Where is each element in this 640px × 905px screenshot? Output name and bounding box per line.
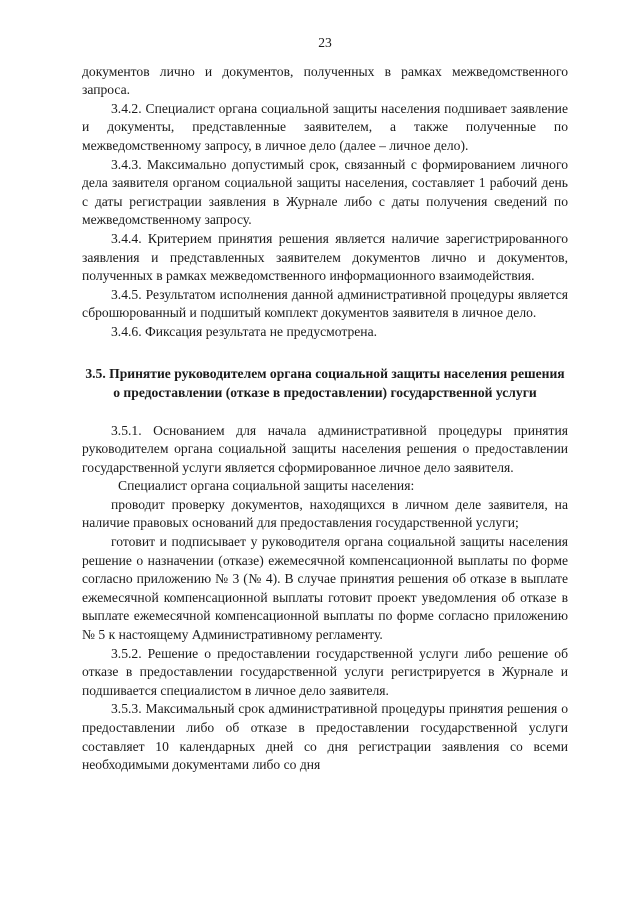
section-heading-3-5: 3.5. Принятие руководителем органа социальной защиты населения решения о предоставлении (отказе в предоставлении) государственной услуги xyxy=(85,365,565,400)
paragraph-3-5-3: 3.5.3. Максимальный срок административной процедуры принятия решения о предоставлении либо об отказе в предоставлении государственной услуги составляет 10 календарных дней со дня регистрации заявления со всеми необходимыми документами либо со дня xyxy=(82,701,568,773)
paragraph-3-4-5: 3.4.5. Результатом исполнения данной административной процедуры является сброшюрованный и подшитый комплект документов заявителя в личное дело. xyxy=(82,286,568,321)
paragraph-specialist: Специалист органа социальной защиты населения: xyxy=(118,478,415,494)
paragraph-continuation: документов лично и документов, полученных в рамках межведомственного запроса. xyxy=(82,63,568,98)
document-page xyxy=(82,34,568,775)
paragraph-3-4-3: 3.4.3. Максимально допустимый срок, связанный с формированием личного дела заявителя органом социальной защиты населения, составляет 1 рабочий день с даты регистрации заявления в Журнале либо с даты получения сведений по межведомственному запросу. xyxy=(82,156,568,228)
paragraph-3-5-1: 3.5.1. Основанием для начала административной процедуры принятия руководителем органа социальной защиты населения решения о предоставлении государственной услуги является сформированное личное дело заявителя. xyxy=(82,422,568,475)
paragraph-3-5-2: 3.5.2. Решение о предоставлении государственной услуги либо решение об отказе в предоставлении государственной услуги регистрируется в Журнале и подшивается специалистом в личное дело заявителя. xyxy=(82,645,568,698)
page-number: 23 xyxy=(318,35,332,50)
paragraph-3-4-4: 3.4.4. Критерием принятия решения является наличие зарегистрированного заявления и представленных заявителем документов лично и документов, полученных в рамках межведомственного информационного взаимодействия. xyxy=(82,230,568,284)
paragraph-prepares-decision: готовит и подписывает у руководителя органа социальной защиты населения решение о назначении (отказе) ежемесячной компенсационной выплаты по форме согласно приложению № 3 (№ 4). В случае принятия решения об отказе в выплате ежемесячной компенсационной выплаты готовит проект уведомления об отказе в выплате ежемесячной компенсационной выплаты по форме согласно приложению № 5 к настоящему Административному регламенту. xyxy=(82,534,568,643)
paragraph-3-4-2: 3.4.2. Специалист органа социальной защиты населения подшивает заявление и документы, представленные заявителем, а также полученные по межведомственному запросу, в личное дело (далее – личное дело). xyxy=(82,100,568,153)
paragraph-3-4-6: 3.4.6. Фиксация результата не предусмотрена. xyxy=(111,323,378,339)
paragraph-checks-documents: проводит проверку документов, находящихся в личном деле заявителя, на наличие правовых оснований для предоставления государственной услуги; xyxy=(82,496,568,531)
